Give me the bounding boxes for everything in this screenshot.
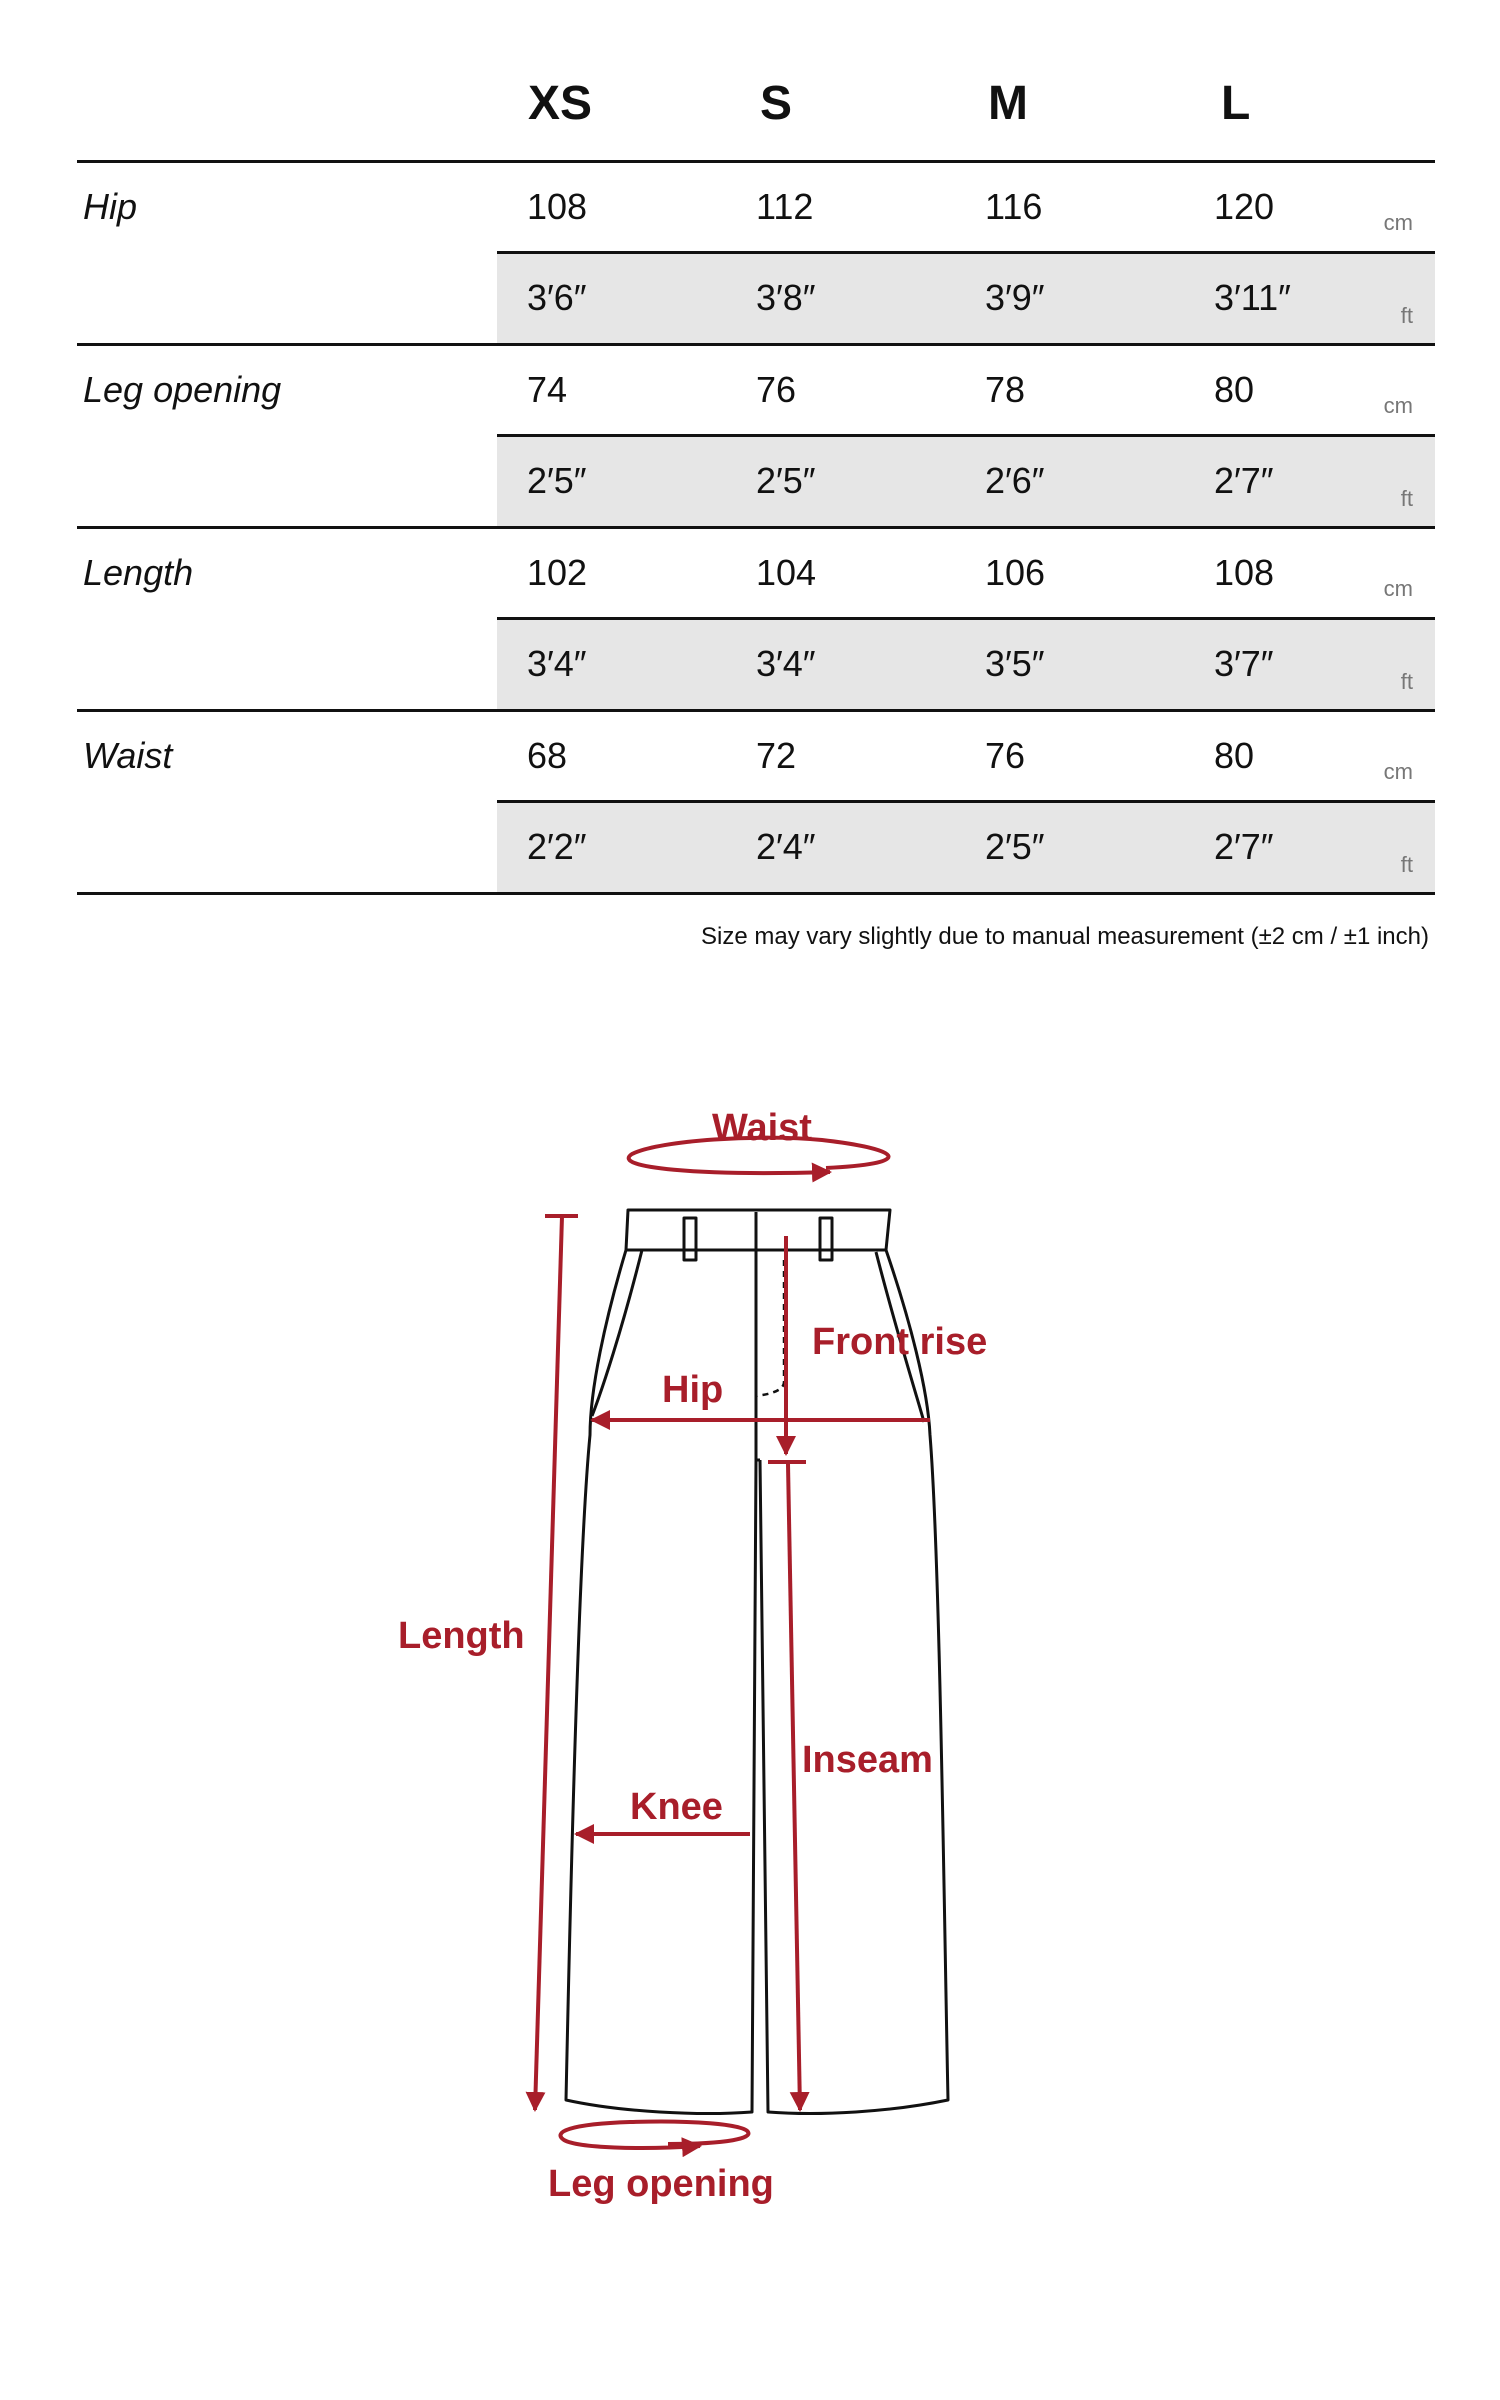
unit-label-cm: cm	[1383, 576, 1413, 601]
table-cell: 80	[1214, 735, 1255, 776]
inseam-arrow	[788, 1464, 800, 2110]
measurement-arrows	[535, 1138, 930, 2148]
table-cell: 108	[1214, 552, 1275, 593]
label-waist: Waist	[712, 1107, 812, 1149]
measure-group-hip	[77, 163, 1435, 346]
measure-label: Waist	[83, 735, 173, 776]
note-wrap	[77, 895, 1435, 955]
measure-label: Leg opening	[83, 369, 282, 410]
table-cell: 2′7″	[1214, 460, 1274, 501]
table-cell: 3′11″	[1214, 277, 1291, 318]
left-leg	[566, 1250, 756, 2114]
unit-label-ft: ft	[1400, 303, 1413, 328]
size-header-xs: XS	[528, 77, 593, 130]
table-cell: 3′8″	[756, 277, 816, 318]
cm-row	[497, 712, 1435, 803]
table-cell: 102	[527, 552, 588, 593]
table-cell: 76	[985, 735, 1026, 776]
table-cell: 120	[1214, 186, 1275, 227]
table-cell: 2′7″	[1214, 826, 1274, 867]
label-hip: Hip	[662, 1369, 724, 1411]
table-cell: 2′4″	[756, 826, 816, 867]
belt-loop-left	[684, 1218, 696, 1260]
table-cell: 76	[756, 369, 797, 410]
table-cell: 106	[985, 552, 1046, 593]
unit-label-ft: ft	[1400, 852, 1413, 877]
table-cell: 3′4″	[756, 643, 816, 684]
unit-label-cm: cm	[1383, 210, 1413, 235]
ft-row	[497, 437, 1435, 526]
measure-label: Hip	[83, 186, 138, 227]
measure-group-waist	[77, 712, 1435, 895]
table-cell: 2′5″	[985, 826, 1045, 867]
leg-opening-arrow	[560, 2121, 748, 2148]
measurement-note: Size may vary slightly due to manual measurement (±2 cm / ±1 inch)	[701, 923, 1429, 950]
table-cell: 2′2″	[527, 826, 587, 867]
size-header-s: S	[760, 77, 793, 130]
label-inseam: Inseam	[802, 1739, 933, 1781]
belt-loop-right	[820, 1218, 832, 1260]
table-cell: 104	[756, 552, 817, 593]
table-cell: 2′6″	[985, 460, 1045, 501]
table-cell: 72	[756, 735, 797, 776]
table-cell: 2′5″	[756, 460, 816, 501]
table-cell: 80	[1214, 369, 1255, 410]
measure-group-length	[77, 529, 1435, 712]
table-cell: 3′9″	[985, 277, 1045, 318]
unit-label-cm: cm	[1383, 759, 1413, 784]
table-cell: 112	[756, 186, 814, 227]
ft-row	[497, 620, 1435, 709]
table-cell: 2′5″	[527, 460, 587, 501]
cm-row	[497, 529, 1435, 620]
table-cell: 74	[527, 369, 568, 410]
unit-label-ft: ft	[1400, 486, 1413, 511]
table-cell: 108	[527, 186, 588, 227]
unit-label-cm: cm	[1383, 393, 1413, 418]
right-leg	[760, 1250, 948, 2114]
label-length: Length	[398, 1615, 525, 1657]
cm-row	[497, 163, 1435, 254]
table-cell: 78	[985, 369, 1026, 410]
table-cell: 3′4″	[527, 643, 587, 684]
measure-label: Length	[83, 552, 194, 593]
length-arrow	[535, 1216, 562, 2110]
measure-group-leg-opening	[77, 346, 1435, 529]
table-cell: 68	[527, 735, 568, 776]
size-table	[77, 0, 1435, 955]
size-header-row	[77, 0, 1435, 163]
pants-diagram	[0, 1060, 1500, 2260]
size-header-l: L	[1221, 77, 1251, 130]
label-knee: Knee	[630, 1786, 723, 1828]
table-cell: 3′5″	[985, 643, 1045, 684]
label-front-rise: Front rise	[812, 1321, 988, 1363]
size-header-m: M	[988, 77, 1028, 130]
label-leg-opening: Leg opening	[548, 2163, 774, 2205]
cm-row	[497, 346, 1435, 437]
ft-row	[497, 803, 1435, 892]
pants-diagram-svg	[0, 1060, 1500, 2260]
fly-stitch	[756, 1260, 784, 1396]
table-cell: 3′6″	[527, 277, 587, 318]
table-cell: 116	[985, 186, 1043, 227]
unit-label-ft: ft	[1400, 669, 1413, 694]
pocket-left	[592, 1250, 642, 1416]
table-cell: 3′7″	[1214, 643, 1274, 684]
ft-row	[497, 254, 1435, 343]
waistband	[626, 1210, 890, 1250]
